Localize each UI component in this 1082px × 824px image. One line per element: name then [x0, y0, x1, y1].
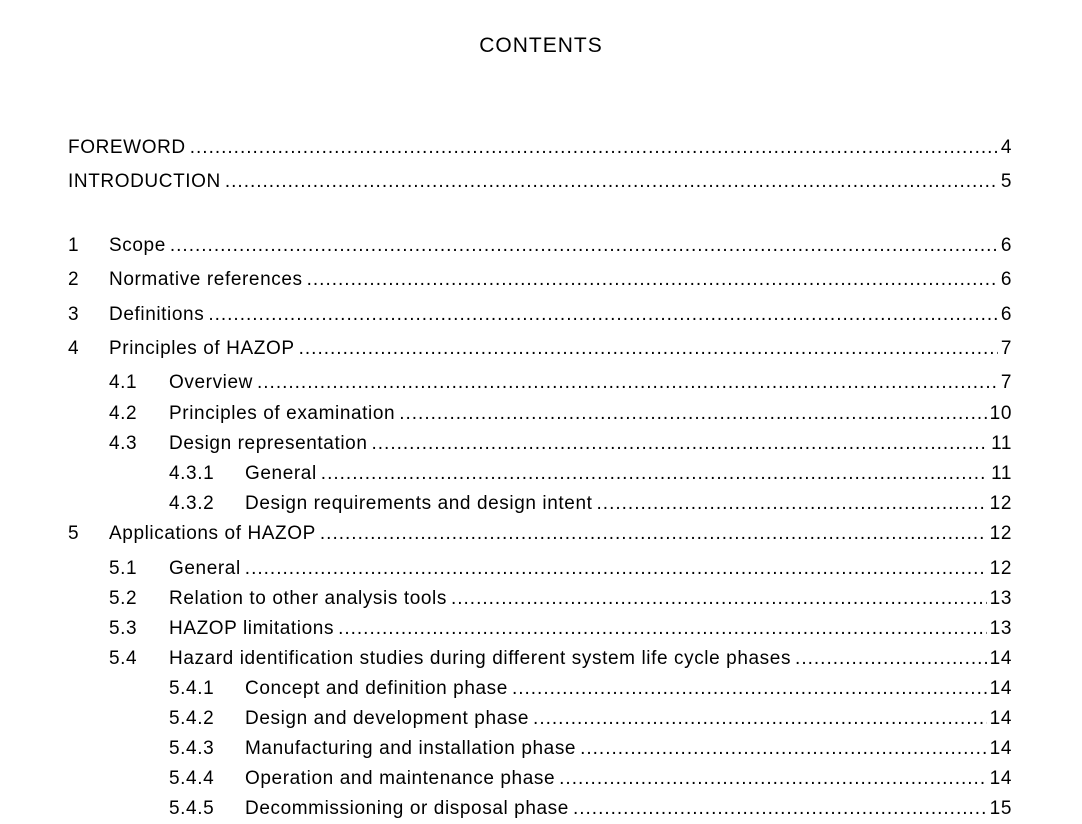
dot-leader: [170, 233, 998, 259]
toc-entry-5-1[interactable]: [109, 556, 1012, 582]
toc-entry-4-1[interactable]: [109, 370, 1012, 396]
toc-entry-number: 4.3.2: [169, 493, 215, 514]
toc-entry-title: Applications of HAZOP: [109, 523, 316, 544]
toc-entry-4-2[interactable]: [109, 401, 1012, 427]
toc-entry-page: 12: [989, 523, 1012, 544]
dot-leader: [795, 646, 987, 672]
toc-entry-title: Principles of HAZOP: [109, 338, 295, 359]
dot-leader: [307, 267, 998, 293]
toc-entry-title: FOREWORD: [68, 137, 186, 158]
toc-entry-page: 12: [989, 558, 1012, 579]
toc-entry-page: 5: [1000, 171, 1012, 192]
toc-entry-page: 13: [989, 588, 1012, 609]
toc-entry-5-3[interactable]: [109, 616, 1012, 642]
toc-entry-title: Scope: [109, 235, 166, 256]
dot-leader: [533, 706, 987, 732]
toc-entry-number: 4.3.1: [169, 463, 215, 484]
dot-leader: [597, 491, 987, 517]
toc-entry-number: 5.1: [109, 558, 138, 579]
toc-entry-4-3-2[interactable]: [169, 491, 1012, 517]
toc-entry-page: 7: [1000, 372, 1012, 393]
dot-leader: [190, 135, 998, 161]
toc-entry-title: Normative references: [109, 269, 303, 290]
toc-entry-number: 4.2: [109, 403, 138, 424]
toc-entry-number: 4: [68, 338, 80, 359]
toc-entry-title: HAZOP limitations: [169, 618, 335, 639]
toc-entry-title: Definitions: [109, 304, 205, 325]
toc-entry-number: 5.2: [109, 588, 138, 609]
toc-entry-page: 14: [989, 678, 1012, 699]
toc-entry-number: 5.4: [109, 648, 138, 669]
toc-entry-5-4-4[interactable]: [169, 766, 1012, 792]
toc-entry-5-4-1[interactable]: [169, 676, 1012, 702]
toc-entry-title: Relation to other analysis tools: [169, 588, 447, 609]
toc-entry-1[interactable]: [68, 233, 1012, 259]
toc-entry-title: Manufacturing and installation phase: [245, 738, 577, 759]
dot-leader: [320, 521, 987, 547]
toc-entry-page: 11: [991, 463, 1012, 484]
toc-entry-page: 6: [1000, 304, 1012, 325]
toc-entry-5[interactable]: [68, 521, 1012, 547]
dot-leader: [559, 766, 987, 792]
toc-entry-title: Design requirements and design intent: [245, 493, 593, 514]
toc-entry-number: 2: [68, 269, 80, 290]
toc-entry-introduction[interactable]: [68, 169, 1012, 195]
page-title: CONTENTS: [479, 34, 603, 57]
toc-entry-title: General: [169, 558, 241, 579]
toc-entry-page: 14: [989, 768, 1012, 789]
toc-entry-3[interactable]: [68, 302, 1012, 328]
dot-leader: [338, 616, 987, 642]
toc-entry-page: 13: [989, 618, 1012, 639]
toc-entry-5-4-5[interactable]: [169, 796, 1012, 822]
toc-entry-page: 6: [1000, 269, 1012, 290]
toc-entry-page: 4: [1000, 137, 1012, 158]
toc-entry-foreword[interactable]: [68, 135, 1012, 161]
toc-entry-5-4-3[interactable]: [169, 736, 1012, 762]
toc-entry-number: 5.4.5: [169, 798, 215, 819]
dot-leader: [321, 461, 988, 487]
dot-leader: [573, 796, 987, 822]
toc-entry-number: 3: [68, 304, 80, 325]
toc-entry-number: 5.3: [109, 618, 138, 639]
dot-leader: [245, 556, 987, 582]
toc-entry-page: 14: [989, 708, 1012, 729]
dot-leader: [225, 169, 998, 195]
toc-entry-number: 5.4.3: [169, 738, 215, 759]
toc-entry-number: 4.3: [109, 433, 138, 454]
dot-leader: [399, 401, 986, 427]
toc-entry-page: 6: [1000, 235, 1012, 256]
toc-entry-number: 4.1: [109, 372, 138, 393]
dot-leader: [451, 586, 987, 612]
toc-entry-title: Design and development phase: [245, 708, 530, 729]
toc-entry-number: 5.4.4: [169, 768, 215, 789]
toc-entry-5-4-2[interactable]: [169, 706, 1012, 732]
toc-entry-title: Decommissioning or disposal phase: [245, 798, 569, 819]
toc-entry-2[interactable]: [68, 267, 1012, 293]
toc-entry-page: 11: [991, 433, 1012, 454]
toc-entry-title: Design representation: [169, 433, 368, 454]
toc-entry-page: 14: [989, 738, 1012, 759]
toc-entry-5-4[interactable]: [109, 646, 1012, 672]
toc-entry-title: Concept and definition phase: [245, 678, 508, 699]
toc-entry-4[interactable]: [68, 336, 1012, 362]
toc-entry-title: Overview: [169, 372, 253, 393]
toc-entry-number: 5.4.1: [169, 678, 215, 699]
toc-entry-title: Operation and maintenance phase: [245, 768, 556, 789]
toc-entry-title: INTRODUCTION: [68, 171, 221, 192]
toc-entry-page: 15: [989, 798, 1012, 819]
toc-entry-5-2[interactable]: [109, 586, 1012, 612]
dot-leader: [208, 302, 998, 328]
dot-leader: [512, 676, 987, 702]
toc-entry-page: 12: [989, 493, 1012, 514]
toc-entry-number: 1: [68, 235, 80, 256]
dot-leader: [372, 431, 989, 457]
toc-entry-4-3-1[interactable]: [169, 461, 1012, 487]
dot-leader: [299, 336, 998, 362]
dot-leader: [580, 736, 987, 762]
toc-entry-title: Principles of examination: [169, 403, 396, 424]
toc-entry-page: 7: [1000, 338, 1012, 359]
dot-leader: [257, 370, 998, 396]
toc-entry-4-3[interactable]: [109, 431, 1012, 457]
toc-entry-page: 14: [989, 648, 1012, 669]
toc-entry-number: 5.4.2: [169, 708, 215, 729]
toc-entry-page: 10: [989, 403, 1012, 424]
toc-entry-title: Hazard identification studies during different system life cycle phases: [169, 648, 792, 669]
toc-entry-number: 5: [68, 523, 80, 544]
toc-entry-title: General: [245, 463, 317, 484]
